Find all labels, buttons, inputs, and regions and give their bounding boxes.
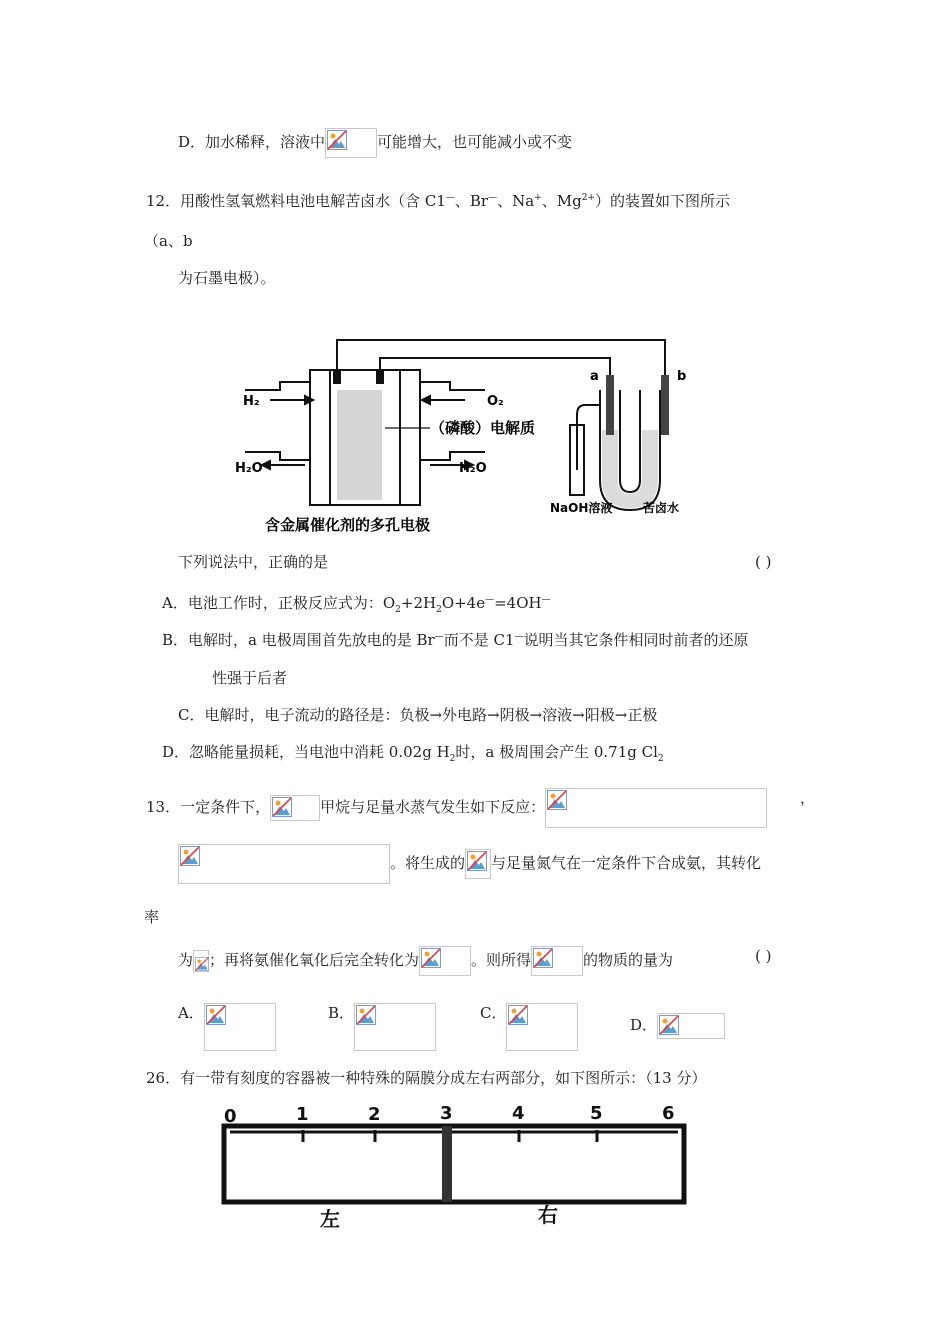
- q12-stem-text: 、Mg: [541, 192, 582, 210]
- q12-option-d: [162, 742, 664, 769]
- left-chamber-label: 左: [320, 1207, 340, 1230]
- answer-image-icon: [657, 1013, 725, 1039]
- option-text: +2H: [400, 594, 437, 612]
- q13-text: 与足量氮气在一定条件下合成氨，其转化: [491, 854, 762, 872]
- scale-label-3: 3: [440, 1103, 453, 1124]
- q12-prompt: 下列说法中，正确的是: [178, 553, 329, 571]
- q13-stem-line4: [178, 946, 673, 976]
- q12-stem: [146, 188, 730, 211]
- answer-image-icon: [354, 1003, 436, 1051]
- formula-image-icon: [419, 946, 471, 976]
- q13-text: 甲烷与足量水蒸气发生如下反应：: [320, 798, 546, 816]
- electrolyte-label: （磷酸）电解质: [430, 419, 536, 437]
- electrode-b-label: b: [677, 369, 687, 384]
- q13-text: 。则所得: [471, 951, 532, 969]
- option-text: =4OH: [494, 594, 542, 612]
- option-label: B．: [328, 1004, 355, 1022]
- o2-label: O₂: [487, 394, 504, 409]
- option-text: 说明当其它条件相同时前者的还原: [523, 631, 749, 649]
- electrode-a-label: a: [590, 369, 599, 384]
- scale-label-4: 4: [512, 1103, 525, 1124]
- charge-sup: +: [534, 193, 542, 203]
- charge-sup: —: [488, 193, 498, 203]
- option-text: 而不是 C1: [443, 631, 515, 649]
- subscript: 2: [395, 605, 401, 615]
- q13-text: 13．一定条件下，: [146, 798, 271, 816]
- q12-option-c: C．电解时，电子流动的路径是：负极→外电路→阴极→溶液→阳极→正极: [178, 706, 658, 724]
- q12-stem-cont: （a、b: [144, 232, 193, 250]
- q12-stem-text: ）的装置如下图所示: [594, 192, 730, 210]
- q13-answer-bracket: ( ): [755, 947, 772, 965]
- formula-image-icon: [270, 795, 320, 821]
- q13-text: 。将生成的: [390, 854, 466, 872]
- subscript: 2: [657, 754, 664, 764]
- q11-option-d: [178, 128, 572, 158]
- q12-answer-bracket: ( ): [755, 553, 772, 571]
- charge-sup: 2+: [581, 193, 595, 203]
- answer-image-icon: [204, 1003, 276, 1051]
- reaction-equation-image-icon: [545, 788, 767, 828]
- h2o-left-label: H₂O: [235, 461, 263, 476]
- scale-label-6: 6: [662, 1103, 675, 1124]
- q13-option-d: [630, 1013, 725, 1039]
- naoh-label: NaOH溶液: [550, 501, 613, 515]
- answer-image-icon: [506, 1003, 578, 1051]
- option-text: B．电解时，a 电极周围首先放电的是 Br: [162, 631, 435, 649]
- container-diagram: [210, 1100, 700, 1230]
- scale-label-0: 0: [224, 1106, 237, 1127]
- electrode-label: 含金属催化剂的多孔电极: [265, 516, 431, 534]
- q11-option-d-tail: 可能增大，也可能减小或不变: [377, 133, 573, 151]
- q13-stem-line1: [146, 788, 767, 828]
- brine-label: 苦卤水: [643, 501, 680, 515]
- option-label: C．: [480, 1004, 507, 1022]
- q26-stem: 26．有一带有刻度的容器被一种特殊的隔膜分成左右两部分，如下图所示：（13 分）: [146, 1069, 707, 1087]
- option-text: D．忽略能量损耗，当电池中消耗 0.02g H: [162, 743, 450, 761]
- charge-sup: —: [485, 595, 495, 605]
- q12-stem-text: 12．用酸性氢氧燃料电池电解苦卤水（含 C1: [146, 192, 446, 210]
- q12-stem-cont2: 为石墨电极）。: [178, 269, 276, 287]
- option-text: O+4e: [441, 594, 486, 612]
- q12-stem-text: 、Br: [454, 192, 489, 210]
- q13-text: ；再将氨催化氧化后完全转化为: [209, 951, 420, 969]
- q13-stem-line2: [178, 844, 761, 884]
- subscript: 2: [436, 605, 442, 615]
- reaction-equation-image-icon: [178, 844, 390, 884]
- q11-option-d-text: D．加水稀释，溶液中: [178, 133, 326, 151]
- option-text: 时，a 极周围会产生 0.71g Cl: [455, 743, 658, 761]
- formula-image-icon: [193, 950, 209, 972]
- scale-label-5: 5: [590, 1103, 603, 1124]
- option-label: D．: [630, 1016, 658, 1034]
- q12-stem-text: 、Na: [497, 192, 535, 210]
- q13-option-a: [178, 1003, 276, 1051]
- q13-text: 为: [178, 951, 194, 969]
- right-chamber-label: 右: [538, 1203, 558, 1227]
- subscript: 2: [449, 754, 456, 764]
- formula-image-icon: [531, 946, 583, 976]
- charge-sup: —: [514, 632, 524, 642]
- formula-image-icon: [465, 849, 491, 879]
- charge-sup: —: [445, 193, 455, 203]
- scale-label-2: 2: [368, 1104, 381, 1125]
- q13-comma: ，: [800, 789, 816, 807]
- h2o-right-label: H₂O: [459, 461, 487, 476]
- q13-option-b: [328, 1003, 436, 1051]
- q13-text: 的物质的量为: [583, 951, 674, 969]
- formula-image-icon: [325, 128, 377, 158]
- electrolysis-diagram: [225, 330, 725, 540]
- q12-option-b-cont: 性强于后者: [212, 669, 288, 687]
- option-text: A．电池工作时，正极反应式为：O: [162, 594, 396, 612]
- q13-option-c: [480, 1003, 578, 1051]
- q12-option-a: [162, 590, 551, 620]
- option-label: A．: [178, 1004, 204, 1022]
- charge-sup: —: [541, 595, 551, 605]
- q13-stem-line3: 率: [144, 908, 160, 926]
- h2-label: H₂: [243, 394, 260, 409]
- q12-option-b: [162, 627, 749, 650]
- scale-label-1: 1: [296, 1104, 309, 1125]
- charge-sup: —: [434, 632, 444, 642]
